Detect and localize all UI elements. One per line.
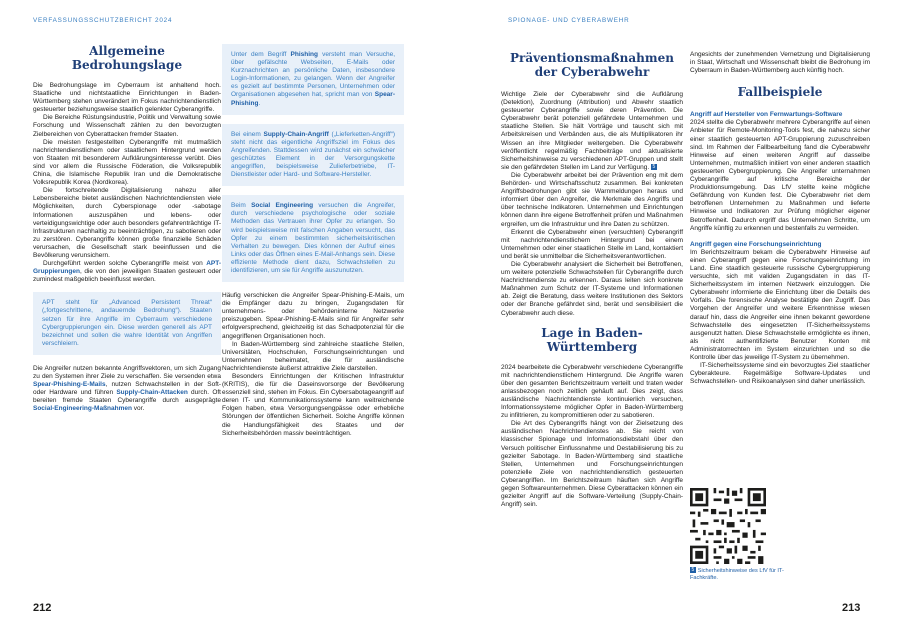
social-engineering-link[interactable]: Social-Engineering-Maßnahmen <box>33 405 132 413</box>
qr-caption: 5 Sicherheitshinweise des LfV für IT-Fachkräfte. <box>690 567 784 581</box>
paragraph: Erkennt die Cyberabwehr einen (versuchten) Cyberangriff mit nachrichtendienstlichem Hintergrund bei einem Unternehmen oder einer staatlichen Stelle im Land, kontaktiert und berät sie unmittelbar die Sicherheitsverantwortlichen. <box>501 228 683 260</box>
right-column-1 <box>501 51 683 509</box>
right-page <box>450 0 900 636</box>
paragraph: IT-Sicherheitssysteme sind ein bevorzugtes Ziel staatlicher Cyberakteure. Regelmäßige Software-Updates und Schwachstellen- und Risikoanalysen sind daher unerlässlich. <box>690 362 870 386</box>
case-title: Angriff gegen eine Forschungseinrichtung <box>690 240 822 248</box>
left-column-2 <box>222 44 404 438</box>
supply-chain-link[interactable]: Supply-Chain-Attacken <box>116 389 188 397</box>
info-box-social-engineering: Beim Social Engineering versuchen die Angreifer, durch verschiedene psychologische oder soziale Methoden das Vertrauen ihrer Opfer zu erlangen. So wird beispielsweise mit falschen Angaben versucht, das Opfer zu einem bestimmten sicherheitskritischen Verhalten zu bewegen. Dies können der Aufruf eines Links oder das Öffnen eines E-Mail-Anhangs sein. Diese effiziente Methode dient dazu, Schwachstellen zu identifizieren, um sie für Angriffe auszunutzen. <box>222 195 404 282</box>
info-box-phishing: Unter dem Begriff Phishing versteht man Versuche, über gefälschte Webseiten, E-Mails oder Kurznachrichten an persönliche Daten, insbesondere Login-Informationen, zu gelangen. Wenn der Angreifer es gezielt auf bestimmte Personen, Unternehmen oder Organisationen abgesehen hat, spricht man von Spear-Phishing. <box>222 44 404 115</box>
paragraph: Die Art des Cyberangriffs hängt von der Zielsetzung des ausländischen Nachrichtendienstes ab. Sie reicht von klassischer Spionage und Informationsdiebstahl über den Versuch politischer Einflussnahme und Destabilisierung bis zu gezielter Sabotage. In Baden-Württemberg sind staatliche Stellen, Unternehmen und Forschungseinrichtungen potenzielle Ziele von nachrichtendienstlich gesteuerten Cyberangriffen. Im Berichtszeitraum häuften sich Angriffe gegen Softwareunternehmen. Diese Cyberattacken können ein gezielter Angriff auf die Software-Verteilung (Supply-Chain-Angriff) sein. <box>501 420 683 509</box>
paragraph: Häufig verschicken die Angreifer Spear-Phishing-E-Mails, um die Empfänger dazu zu bringen, Zugangsdaten für unternehmens- oder behördeninterne Netzwerke preiszugeben. Spear-Phishing-E-Mails sind für Angreifer sehr erfolgversprechend, gleichzeitig ist das Schadpotenzial für die angegriffenen Organisationen hoch. <box>222 292 404 340</box>
paragraph: Im Berichtszeitraum bekam die Cyberabwehr Hinweise auf einen Cyberangriff gegen eine Forschungseinrichtung im Land. Eine staatlich gesteuerte russische Cybergruppierung versuchte, sich mit validen Zugangsdaten in das IT-Sicherheitssystem im internen Netzwerk einzuloggen. Die Cyberabwehr informierte die Einrichtung über die Details des Vorfalls. Die forensische Analyse bestätigte den Zugriff. Das Vorgehen der Angreifer und weitere Erkenntnisse wiesen darauf hin, dass die Angreifer eine ihnen bekannt gewordene Schwachstelle des eingesetzten IT-Sicherheitssystems ausgenutzt hatten. Diese Schwachstelle ermöglichte es ihnen, als nicht authentifizierte Benutzer Konten mit Administratorrechten im System einzurichten und so die Kontrolle über das jeweilige IT-System zu übernehmen. <box>690 248 870 361</box>
qr-code[interactable] <box>690 488 766 564</box>
paragraph: Die Cyberabwehr arbeitet bei der Prävention eng mit dem Behörden- und Wirtschaftsschutz zusammen. Bei konkreten Angriffsbedrohungen gibt sie Warnmeldungen heraus und informiert über den Angreifer, die Merkmale des Angriffs und über technische Indikatoren. Unternehmen und Einrichtungen können dann ihre eigene Betroffenheit prüfen und Maßnahmen ergreifen, um die Infrastruktur und ihre Daten zu schützen. <box>501 171 683 228</box>
paragraph: Die Bedrohungslage im Cyberraum ist anhaltend hoch. Staatliche und nichtstaatliche Einrichtungen in Baden-Württemberg stehen unverändert im Fokus nachrichtendienstlich gesteuerter beziehungsweise staatlich gelenkter Cyberangriffe. <box>33 82 221 114</box>
paragraph: Die Bereiche Rüstungsindustrie, Politik und Verwaltung sowie Forschung und Wissenschaft zählen zu den bevorzugten Zielbereichen von Cyberattacken fremder Staaten. <box>33 114 221 138</box>
paragraph: 2024 stellte die Cyberabwehr mehrere Cyberangriffe auf einen Anbieter für Remote-Monitoring-Tools fest, die nahezu sicher einer staatlich gesteuerten APT-Gruppierung zuzuschreiben sind. Im Rahmen der Fallbearbeitung fand die Cyberabwehr Hinweise auf einen weiteren Angriff auf dasselbe Unternehmen, mutmaßlich initiiert von einer anderen staatlich gesteuerten Cybergruppierung. Die Angreifer unternahmen Cyberangriffe auf kritische Bereiche der Produktionsumgebung. Das LfV stellte keine mögliche Gefährdung von Kunden fest. Die Cyberabwehr riet dem betroffenen Unternehmen zu Maßnahmen und lieferte Hinweise und Indikatoren zur Prüfung möglicher eigener Betroffenheit. Dadurch ergriff das Unternehmen Schritte, um Angriffe künftig zu erkennen und bestenfalls zu vermeiden. <box>690 119 870 232</box>
reference-badge: 5 <box>652 163 656 170</box>
running-head-right: SPIONAGE- UND CYBERABWEHR <box>508 17 630 24</box>
heading-lage-bw: Lage in Baden-Württemberg <box>541 325 643 354</box>
paragraph: Die meisten festgestellten Cyberangriffe mit mutmaßlich nachrichtendienstlichem oder staatlichem Hintergrund werden von Staaten mit besonderem Aufklärungsinteresse verübt. Dies sind vor allem die Russische Föderation, die Volksrepublik China, die Islamische Republik Iran und die Demokratische Volksrepublik Korea (Nordkorea). <box>33 138 221 187</box>
apt-link[interactable]: APT-Gruppierungen <box>33 260 221 276</box>
left-column-1 <box>33 44 221 413</box>
qr-code-icon <box>690 488 766 564</box>
paragraph: In Baden-Württemberg sind zahlreiche staatliche Stellen, Universitäten, Hochschulen, Forschungseinrichtungen und Unternehmen beheimatet, die für ausländische Nachrichtendienste äußerst attraktive Ziele darstellen. <box>222 340 404 372</box>
reference-badge: 5 <box>691 567 695 573</box>
paragraph: Besonders Einrichtungen der Kritischen Infrastruktur (KRITIS), die für die Daseinsvorsorge der Bevölkerung essenziell sind, stehen im Fokus. Ein Cybersabotageangriff auf deren IT- und Kommunikationssysteme kann weitreichende Folgen haben, etwa Versorgungsengpässe oder erhebliche Störungen der öffentlichen Sicherheit. Solche Angriffe können die Handlungsfähigkeit des Staates und der Sicherheitsbehörden massiv beeinträchtigen. <box>222 373 404 437</box>
paragraph: Wichtige Ziele der Cyberabwehr sind die Aufklärung (Detektion), Zuordnung (Attribution) und Abwehr staatlich gesteuerter Cyberangriffe sowie deren Prävention. Die Cyberabwehr berät potenziell gefährdete Unternehmen und staatliche Stellen. Sie hält Vorträge und tauscht sich mit Arbeitskreisen und Verbänden aus, die als Multiplikatoren ihr Wissen an ihre Mitglieder weitergeben. Die Cyberabwehr veröffentlicht regelmäßig Fachbeiträge und aktualisierte Sicherheitshinweise zu verschiedenen APT-Gruppen und stellt sie den gefährdeten Stellen im Land zur Verfügung. 5 <box>501 91 683 171</box>
paragraph: Die Cyberabwehr analysiert die Sicherheit bei Betroffenen, um weitere potenzielle Schwachstellen für Cyberangriffe durch Nachrichtendienste zu erkennen. Daraus leiten sich konkrete Maßnahmen zum Schutz der IT-Systeme und Informationen ab. Zeigt die Beratung, dass weitere Institutionen des Sektors oder der Branche gefährdet sind, berät und sensibilisiert die Cyberabwehr auch diese. <box>501 260 683 317</box>
right-column-2 <box>690 51 870 386</box>
paragraph: Angesichts der zunehmenden Vernetzung und Digitalisierung in Staat, Wirtschaft und Wissenschaft bleibt die Bedrohung im Cyberraum in Baden-Württemberg auch künftig hoch. <box>690 51 870 75</box>
case-title: Angriff auf Hersteller von Fernwartungs-Software <box>690 111 843 119</box>
info-box-supply-chain: Bei einem Supply-Chain-Angriff („Lieferketten-Angriff“) steht nicht das eigentliche Angriffsziel im Fokus des Angreifenden. Stattdessen wird zunächst ein schwächer geschütztes Element in der Versorgungskette angegriffen, beispielsweise Zulieferbetriebe, IT-Dienstleister oder Hard- und Software-Hersteller. <box>222 124 404 187</box>
heading-fallbeispiele: Fallbeispiele <box>737 85 823 100</box>
page-number-right: 213 <box>842 602 861 614</box>
paragraph: 2024 bearbeitete die Cyberabwehr verschiedene Cyberangriffe mit nachrichtendienstlichem Hintergrund. Die Angriffe waren über den gesamten Berichtszeitraum verteilt und traten weder anlassbezogen noch zeitlich gehäuft auf. Dies zeigt, dass ausländische Nachrichtendienste kontinuierlich versuchen, Informationssysteme möglicher Opfer in Baden-Württemberg zu infiltrieren, zu kompromittieren oder zu sabotieren. <box>501 363 683 420</box>
running-head-left: VERFASSUNGSSCHUTZBERICHT 2024 <box>33 17 173 24</box>
heading-allgemeine-bedrohungslage: Allgemeine Bedrohungslage <box>71 44 183 72</box>
spear-phishing-link[interactable]: Spear-Phishing-E-Mails <box>33 381 106 389</box>
paragraph: Die fortschreitende Digitalisierung nahezu aller Lebensbereiche bietet ausländischen Nachrichtendiensten viele Möglichkeiten, durch Cyberspionage oder -sabotage Informationen auszuspähen und lebens- oder verteidigungswichtige oder auch besonders gefahrenträchtige IT-Infrastrukturen nachhaltig zu beeinträchtigen, zu sabotieren oder zu zerstören. Cyberangriffe können große finanzielle Schäden verursachen, die Gesellschaft stark beeinflussen und die Bevölkerung verunsichern. <box>33 187 221 259</box>
info-box-apt: APT steht für „Advanced Persistent Threat“ („fortgeschrittene, andauernde Bedrohung“). Staaten setzen für ihre Angriffe im Cyberraum verschiedene Cybergruppierungen ein. Diese werden generell als APT bezeichnet und sollen die wahre Identität von Angriffen verschleiern. <box>33 292 221 355</box>
heading-praeventionsmassnahmen: Präventionsmaßnahmen der Cyberabwehr <box>510 51 674 79</box>
paragraph: Durchgeführt werden solche Cyberangriffe meist von APT-Gruppierungen, die von den jeweiligen Staaten gesteuert oder zumindest maßgeblich beeinflusst werden. <box>33 260 221 284</box>
page-number-left: 212 <box>33 602 52 614</box>
paragraph: Die Angreifer nutzen bekannte Angriffsvektoren, um sich Zugang zu den Systemen ihrer Ziele zu verschaffen. Sie versenden etwa Spear-Phishing-E-Mails, nutzen Schwachstellen in der Soft- oder Hardware und führen Supply-Chain-Attacken durch. Oft bereiten fremde Staaten Cyberangriffe durch ausgeprägte Social-Engineering-Maßnahmen vor. <box>33 364 221 413</box>
